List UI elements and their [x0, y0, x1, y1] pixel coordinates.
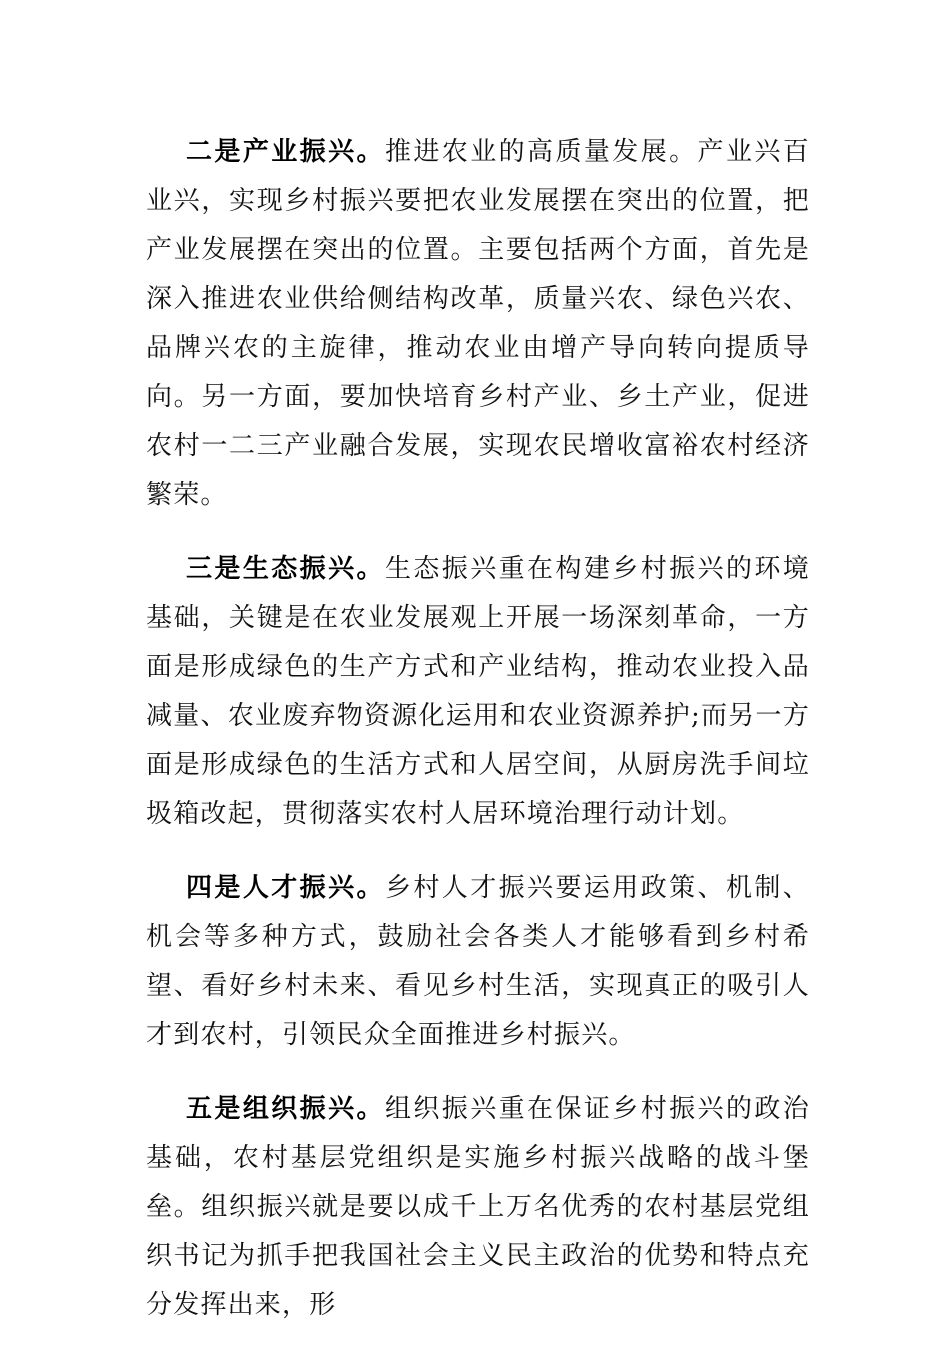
- paragraph-organization-revitalization: [146, 1085, 810, 1330]
- paragraph-ecology-revitalization: [146, 545, 810, 839]
- paragraph-lead: 四是人才振兴。: [186, 873, 385, 903]
- paragraph-industry-revitalization: [146, 128, 810, 520]
- paragraph-lead: 五是组织振兴。: [186, 1094, 385, 1124]
- paragraph-talent-revitalization: [146, 864, 810, 1060]
- paragraph-lead: 三是生态振兴。: [186, 554, 385, 584]
- paragraph-text: 乡村人才振兴要运用政策、机制、机会等多种方式，鼓励社会各类人才能够看到乡村希望、看好乡村未来、看见乡村生活，实现真正的吸引人才到农村，引领民众全面推进乡村振兴。: [146, 873, 810, 1050]
- paragraph-text: 推进农业的高质量发展。产业兴百业兴，实现乡村振兴要把农业发展摆在突出的位置，把产业发展摆在突出的位置。主要包括两个方面，首先是深入推进农业供给侧结构改革，质量兴农、绿色兴农、品牌兴农的主旋律，推动农业由增产导向转向提质导向。另一方面，要加快培育乡村产业、乡土产业，促进农村一二三产业融合发展，实现农民增收富裕农村经济繁荣。: [146, 137, 810, 510]
- document-body: [146, 128, 810, 1355]
- paragraph-text: 组织振兴重在保证乡村振兴的政治基础，农村基层党组织是实施乡村振兴战略的战斗堡垒。组织振兴就是要以成千上万名优秀的农村基层党组织书记为抓手把我国社会主义民主政治的优势和特点充分发挥出来，形: [146, 1094, 810, 1320]
- paragraph-text: 生态振兴重在构建乡村振兴的环境基础，关键是在农业发展观上开展一场深刻革命，一方面是形成绿色的生产方式和产业结构，推动农业投入品减量、农业废弃物资源化运用和农业资源养护;而另一方面是形成绿色的生活方式和人居空间，从厨房洗手间垃圾箱改起，贯彻落实农村人居环境治理行动计划。: [146, 554, 810, 829]
- paragraph-lead: 二是产业振兴。: [186, 137, 385, 167]
